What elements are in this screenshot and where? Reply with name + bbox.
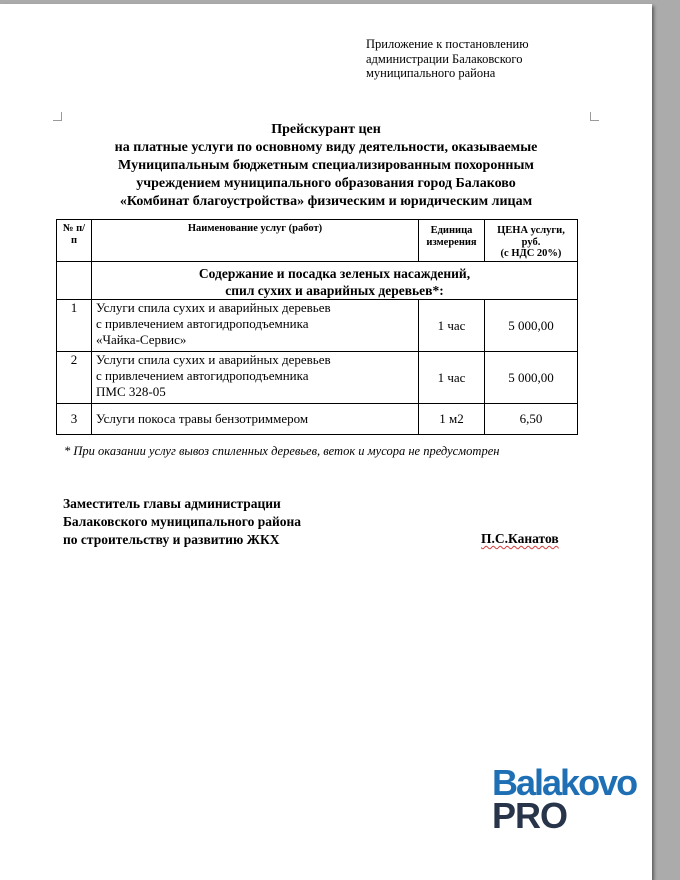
signature-line-1: Заместитель главы администрации bbox=[63, 496, 281, 511]
appendix-note bbox=[366, 37, 529, 81]
row-2-name bbox=[92, 352, 419, 404]
appendix-line-2: администрации Балаковского bbox=[366, 51, 523, 66]
title-line-1: Прейскурант цен bbox=[271, 122, 381, 137]
crop-mark-top-right bbox=[590, 112, 599, 121]
header-price-line-2: (с НДС 20%) bbox=[500, 248, 562, 259]
row-3-num: 3 bbox=[57, 404, 92, 435]
title-line-5: «Комбинат благоустройства» физическим и юридическим лицам bbox=[119, 194, 533, 209]
signer-name bbox=[481, 531, 559, 547]
appendix-line-1: Приложение к постановлению bbox=[366, 37, 529, 51]
signer-name-text: П.С.Канатов bbox=[481, 531, 559, 546]
table-row bbox=[57, 300, 578, 352]
document-title bbox=[0, 121, 652, 211]
table-row bbox=[57, 404, 578, 435]
row-1-name bbox=[92, 300, 419, 352]
title-line-3: Муниципальным бюджетным специализированным похоронным bbox=[118, 158, 534, 173]
signature-line-3: по строительству и развитию ЖКХ bbox=[63, 532, 280, 547]
row-1-price: 5 000,00 bbox=[485, 300, 578, 352]
signature-block bbox=[63, 495, 301, 549]
row-3-name: Услуги покоса травы бензотриммером bbox=[92, 404, 419, 435]
table-header-row bbox=[57, 220, 578, 262]
row-2-name-line-2: с привлечением автогидроподъемника bbox=[96, 368, 309, 383]
title-line-4: учреждением муниципального образования город Балаково bbox=[136, 176, 516, 191]
header-price-line-1: ЦЕНА услуги, руб. bbox=[497, 225, 565, 248]
row-3-price: 6,50 bbox=[485, 404, 578, 435]
row-2-name-line-1: Услуги спила сухих и аварийных деревьев bbox=[96, 352, 331, 367]
row-1-name-line-1: Услуги спила сухих и аварийных деревьев bbox=[96, 300, 331, 315]
price-table bbox=[56, 219, 578, 435]
row-3-unit: 1 м2 bbox=[419, 404, 485, 435]
header-price bbox=[485, 220, 578, 262]
row-2-name-line-3: ПМС 328-05 bbox=[96, 384, 166, 399]
footnote: * При оказании услуг вывоз спиленных деревьев, веток и мусора не предусмотрен bbox=[64, 444, 500, 458]
document-page bbox=[0, 4, 652, 880]
row-1-name-line-2: с привлечением автогидроподъемника bbox=[96, 316, 309, 331]
row-1-unit: 1 час bbox=[419, 300, 485, 352]
row-1-name-line-3: «Чайка-Сервис» bbox=[96, 332, 187, 347]
section-empty-cell bbox=[57, 262, 92, 300]
title-line-2: на платные услуги по основному виду деятельности, оказываемые bbox=[114, 140, 538, 155]
row-2-unit: 1 час bbox=[419, 352, 485, 404]
header-unit: Единица измерения bbox=[419, 220, 485, 262]
section-title bbox=[92, 262, 578, 300]
logo-line-2: PRO bbox=[492, 795, 568, 836]
row-2-price: 5 000,00 bbox=[485, 352, 578, 404]
header-name: Наименование услуг (работ) bbox=[92, 220, 419, 262]
balakovo-pro-logo bbox=[492, 762, 637, 836]
section-line-1: Содержание и посадка зеленых насаждений, bbox=[198, 266, 471, 281]
header-num: № п/п bbox=[57, 220, 92, 262]
row-1-num: 1 bbox=[57, 300, 92, 352]
crop-mark-top-left bbox=[53, 112, 62, 121]
table-row bbox=[57, 352, 578, 404]
signature-line-2: Балаковского муниципального района bbox=[63, 514, 302, 529]
logo-line-1: Balakovo bbox=[492, 762, 637, 803]
section-line-2: спил сухих и аварийных деревьев*: bbox=[225, 283, 444, 298]
row-2-num: 2 bbox=[57, 352, 92, 404]
section-row bbox=[57, 262, 578, 300]
appendix-line-3: муниципального района bbox=[366, 66, 496, 80]
